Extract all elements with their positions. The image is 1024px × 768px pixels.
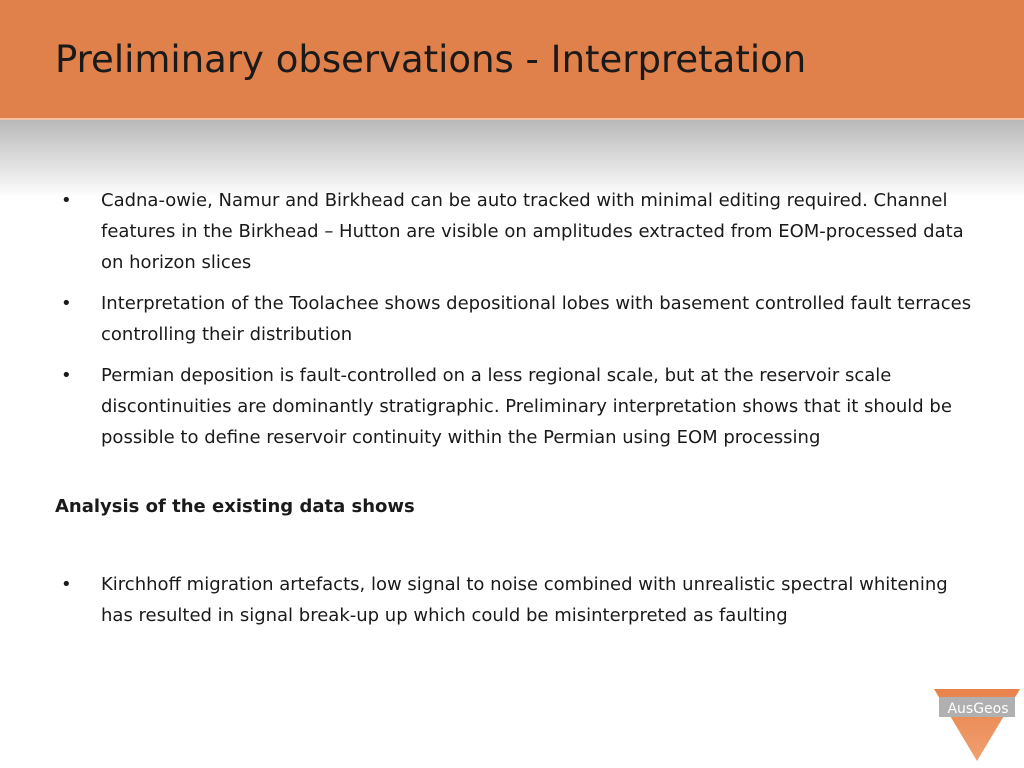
bullet-dot: • [61, 293, 72, 314]
bullet-item [55, 288, 975, 350]
bullet-text: Permian deposition is fault-controlled on a less regional scale, but at the reservoir scale discontinuities are dominantly stratigraphic. Preliminary interpretation shows that it should be possible to define reservoir continuity within the Permian using EOM processing [101, 365, 952, 448]
bullet-list-bottom [55, 569, 975, 631]
bullet-text: Cadna-owie, Namur and Birkhead can be auto tracked with minimal editing required. Channel features in the Birkhead – Hutton are visible on amplitudes extracted from EOM-processed data on horizon slices [101, 190, 964, 273]
bullet-dot: • [61, 190, 72, 211]
slide-body [55, 185, 975, 641]
bullet-dot: • [61, 574, 72, 595]
bullet-dot: • [61, 365, 72, 386]
title-bar [0, 0, 1024, 120]
slide-title: Preliminary observations - Interpretation [55, 38, 807, 81]
logo-text: AusGeos [947, 701, 1009, 717]
bullet-item [55, 360, 975, 453]
bullet-item [55, 185, 975, 278]
section-subheading: Analysis of the existing data shows [55, 496, 415, 517]
bullet-text: Interpretation of the Toolachee shows depositional lobes with basement controlled fault terraces controlling their distribution [101, 293, 972, 345]
bullet-list-top [55, 185, 975, 453]
bullet-item [55, 569, 975, 631]
bullet-text: Kirchhoff migration artefacts, low signal to noise combined with unrealistic spectral whitening has resulted in signal break-up up which could be misinterpreted as faulting [101, 574, 948, 626]
